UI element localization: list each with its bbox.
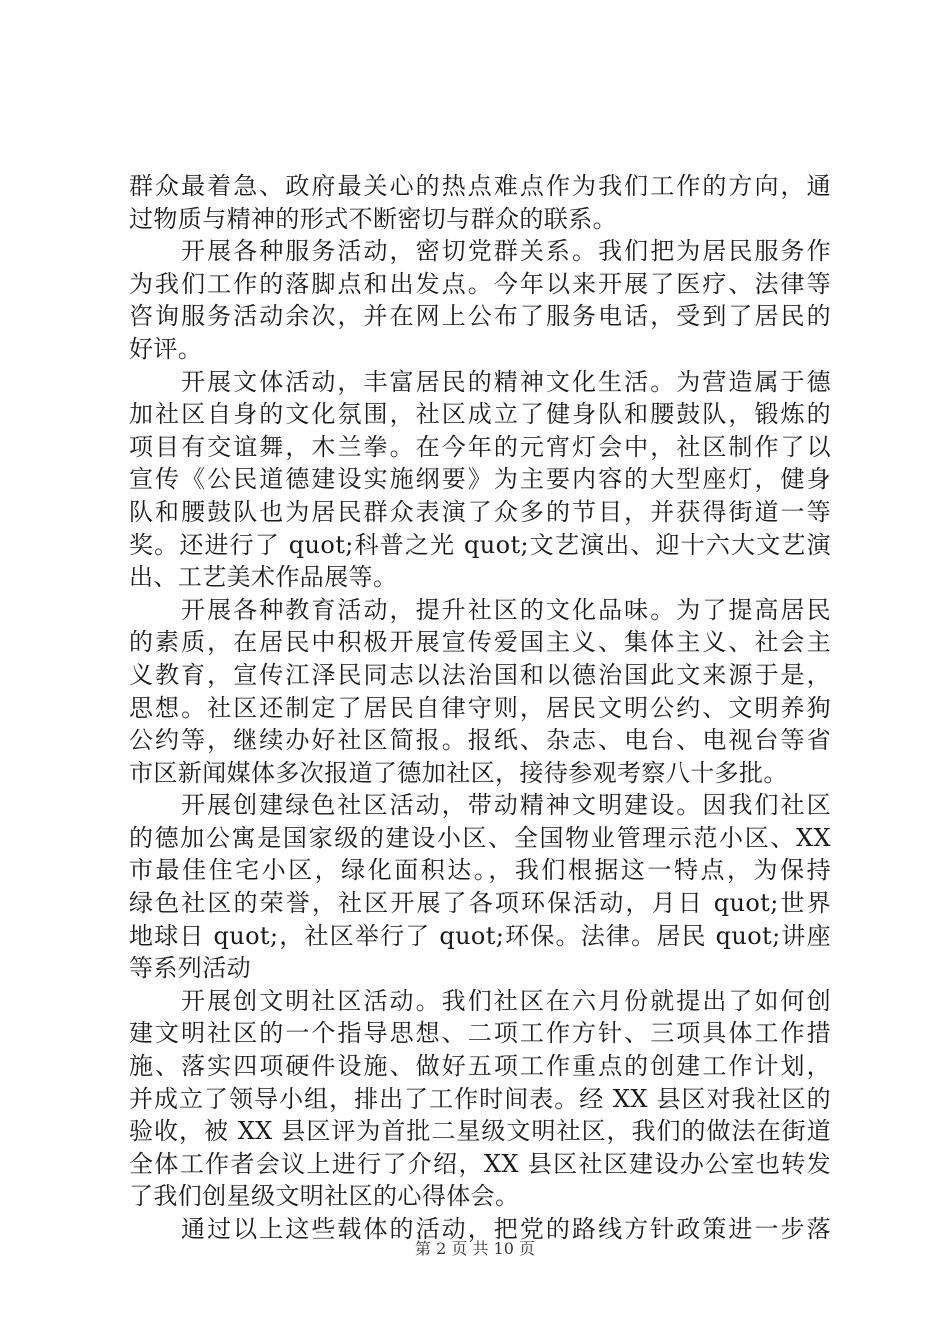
text-line: 奖。还进行了 quot;科普之光 quot;文艺演出、迎十六大文艺演 (129, 530, 831, 559)
text-line: 公约等，继续办好社区简报。报纸、杂志、电台、电视台等省 (129, 726, 831, 755)
text-line: 等系列活动 (129, 954, 251, 983)
text-line: 队和腰鼓队也为居民群众表演了众多的节目，并获得街道一等 (129, 497, 831, 526)
text-line: 为我们工作的落脚点和出发点。今年以来开展了医疗、法律等 (129, 269, 831, 298)
text-line: 全体工作者会议上进行了介绍，XX 县区社区建设办公室也转发 (129, 1149, 831, 1178)
paragraph-first-line: 开展创文明社区活动。我们社区在六月份就提出了如何创 (181, 986, 831, 1015)
text-line: 的素质，在居民中积极开展宣传爱国主义、集体主义、社会主 (129, 628, 831, 657)
text-line: 思想。社区还制定了居民自律守则，居民文明公约、文明养狗 (129, 693, 831, 722)
text-line: 验收，被 XX 县区评为首批二星级文明社区，我们的做法在街道 (129, 1117, 831, 1146)
paragraph-first-line: 开展各种教育活动，提升社区的文化品味。为了提高居民 (181, 595, 831, 624)
text-line: 义教育，宣传江泽民同志以法治国和以德治国此文来源于是， (129, 660, 831, 689)
text-line: 项目有交谊舞，木兰拳。在今年的元宵灯会中，社区制作了以 (129, 432, 831, 461)
text-line: 宣传《公民道德建设实施纲要》为主要内容的大型座灯，健身 (129, 465, 831, 494)
text-line: 加社区自身的文化氛围，社区成立了健身队和腰鼓队，锻炼的 (129, 400, 831, 429)
text-line: 的德加公寓是国家级的建设小区、全国物业管理示范小区、XX (129, 823, 831, 852)
document-body (129, 170, 831, 1246)
text-line: 群众最着急、政府最关心的热点难点作为我们工作的方向，通 (129, 172, 831, 200)
paragraph-first-line: 开展创建绿色社区活动，带动精神文明建设。因我们社区 (181, 791, 831, 820)
page-number-footer: 第 2 页 共 10 页 (415, 1239, 535, 1258)
paragraph-first-line: 开展文体活动，丰富居民的精神文化生活。为营造属于德 (181, 367, 831, 396)
text-line: 地球日 quot;，社区举行了 quot;环保。法律。居民 quot;讲座 (129, 921, 831, 950)
text-line: 出、工艺美术作品展等。 (129, 563, 398, 592)
text-line: 绿色社区的荣誉，社区开展了各项环保活动，月日 quot;世界 (129, 889, 831, 918)
text-line: 过物质与精神的形式不断密切与群众的联系。 (129, 204, 617, 233)
text-line: 市最佳住宅小区，绿化面积达。，我们根据这一特点，为保持 (129, 856, 831, 885)
text-line: 好评。 (129, 334, 203, 363)
paragraph-first-line: 开展各种服务活动，密切党群关系。我们把为居民服务作 (181, 237, 831, 266)
text-line: 施、落实四项硬件设施、做好五项工作重点的创建工作计划， (129, 1052, 831, 1081)
paragraph-first-line: 通过以上这些载体的活动，把党的路线方针政策进一步落 (181, 1215, 831, 1243)
text-line: 咨询服务活动余次，并在网上公布了服务电话，受到了居民的 (129, 302, 831, 331)
text-line: 建文明社区的一个指导思想、二项工作方针、三项具体工作措 (129, 1019, 831, 1048)
text-line: 市区新闻媒体多次报道了德加社区，接待参观考察八十多批。 (129, 758, 788, 787)
text-line: 并成立了领导小组，排出了工作时间表。经 XX 县区对我社区的 (129, 1084, 831, 1113)
text-line: 了我们创星级文明社区的心得体会。 (129, 1182, 520, 1211)
